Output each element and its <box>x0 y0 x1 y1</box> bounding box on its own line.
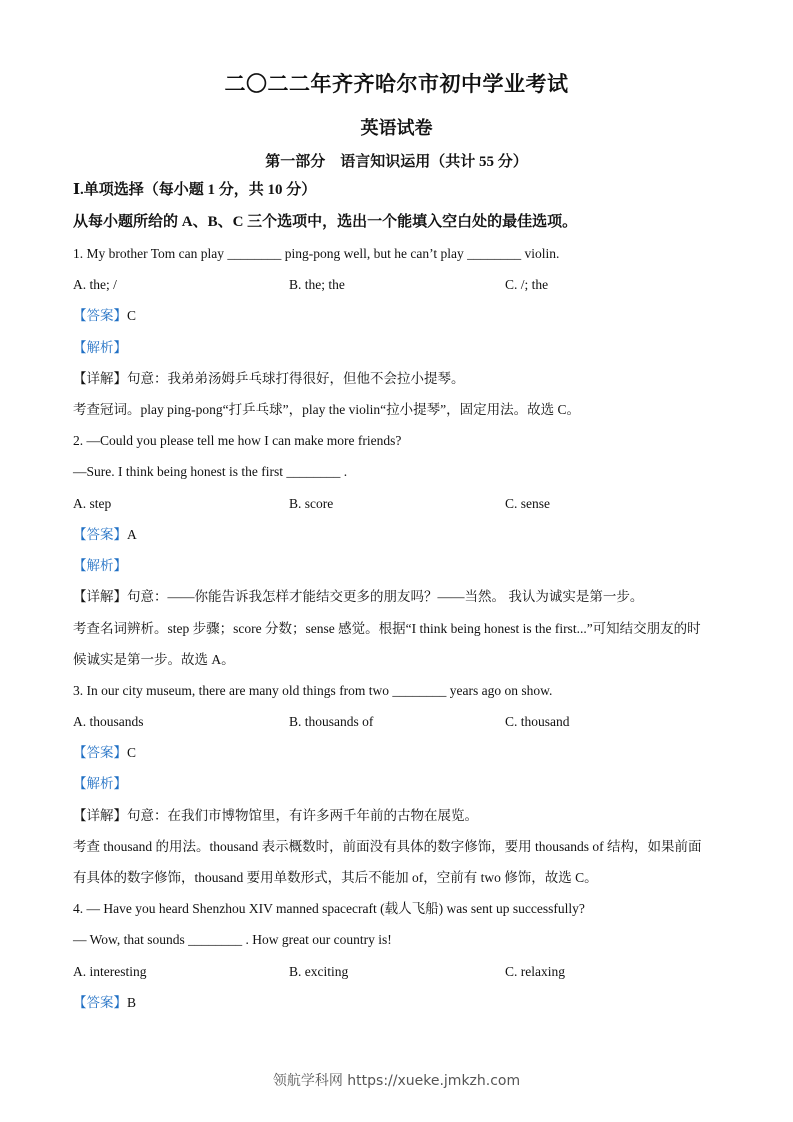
q2-explanation-line1: 考查名词辨析。step 步骤；score 分数；sense 感觉。根据“I think being honest is the first...”可知结交朋友的时 <box>73 621 701 636</box>
q3-option-b: B. thousands of <box>289 714 374 729</box>
q1-stem: 1. My brother Tom can play ________ ping-pong well, but he can’t play ________ violin. <box>73 246 560 261</box>
q4-answer <box>73 994 136 1012</box>
answer-tag: 【答案】 <box>73 308 127 323</box>
answer-tag: 【答案】 <box>73 527 127 542</box>
exam-title: 二〇二二年齐齐哈尔市初中学业考试 <box>224 72 569 96</box>
q4-stem-reply: — Wow, that sounds ________ . How great our country is! <box>73 932 392 947</box>
q2-option-a: A. step <box>73 496 112 511</box>
q2-analysis-tag: 【解析】 <box>73 558 127 573</box>
q1-analysis-tag: 【解析】 <box>73 340 127 355</box>
q4-option-a: A. interesting <box>73 964 147 979</box>
q1-option-a: A. the; / <box>73 277 117 292</box>
q1-explanation: 考查冠词。play ping-pong“打乒乓球”，play the violin“拉小提琴”，固定用法。故选 C。 <box>73 402 580 417</box>
q4-option-b: B. exciting <box>289 964 349 979</box>
q2-stem: 2. —Could you please tell me how I can make more friends? <box>73 433 402 448</box>
q1-option-c: C. /; the <box>505 277 549 292</box>
q3-answer <box>73 744 136 762</box>
part-title: 第一部分 语言知识运用（共计 55 分） <box>265 154 528 170</box>
q2-detail <box>73 588 643 606</box>
detail-tag: 【详解】 <box>73 808 127 823</box>
answer-tag: 【答案】 <box>73 745 127 760</box>
q3-option-c: C. thousand <box>505 714 570 729</box>
detail-tag: 【详解】 <box>73 371 127 386</box>
q2-option-c: C. sense <box>505 496 550 511</box>
q3-explanation-line2: 有具体的数字修饰，thousand 要用单数形式，其后不能加 of，空前有 two 修饰，故选 C。 <box>73 870 598 885</box>
q3-detail <box>73 807 478 825</box>
answer-value: B <box>127 995 137 1010</box>
exam-subtitle: 英语试卷 <box>360 118 433 138</box>
answer-value: C <box>127 308 137 323</box>
detail-text: 句意：我弟弟汤姆乒乓球打得很好，但他不会拉小提琴。 <box>127 371 465 386</box>
answer-value: C <box>127 745 137 760</box>
q3-stem: 3. In our city museum, there are many old things from two ________ years ago on show. <box>73 683 553 698</box>
q3-analysis-tag: 【解析】 <box>73 776 127 791</box>
detail-text: 句意：——你能告诉我怎样才能结交更多的朋友吗？——当然。 我认为诚实是第一步。 <box>127 589 644 604</box>
section-instruction: 从每小题所给的 A、B、C 三个选项中，选出一个能填入空白处的最佳选项。 <box>73 214 578 230</box>
q4-option-c: C. relaxing <box>505 964 565 979</box>
detail-text: 句意：在我们市博物馆里，有许多两千年前的古物在展览。 <box>127 808 478 823</box>
footer-watermark: 领航学科网 https://xueke.jmkzh.com <box>272 1073 521 1089</box>
q1-detail <box>73 370 465 388</box>
answer-value: A <box>127 527 137 542</box>
q2-stem-reply: —Sure. I think being honest is the first ________ . <box>73 464 348 479</box>
detail-tag: 【详解】 <box>73 589 127 604</box>
q2-answer <box>73 526 137 544</box>
q1-option-b: B. the; the <box>289 277 345 292</box>
section-title: Ⅰ.单项选择（每小题 1 分，共 10 分） <box>73 182 317 198</box>
answer-tag: 【答案】 <box>73 995 127 1010</box>
q2-option-b: B. score <box>289 496 334 511</box>
q2-explanation-line2: 候诚实是第一步。故选 A。 <box>73 652 235 667</box>
q1-answer <box>73 307 136 325</box>
q3-explanation-line1: 考查 thousand 的用法。thousand 表示概数时，前面没有具体的数字修饰，要用 thousands of 结构，如果前面 <box>73 839 702 854</box>
q3-option-a: A. thousands <box>73 714 144 729</box>
q4-stem: 4. — Have you heard Shenzhou XIV manned spacecraft (载人飞船) was sent up successfully? <box>73 901 585 916</box>
